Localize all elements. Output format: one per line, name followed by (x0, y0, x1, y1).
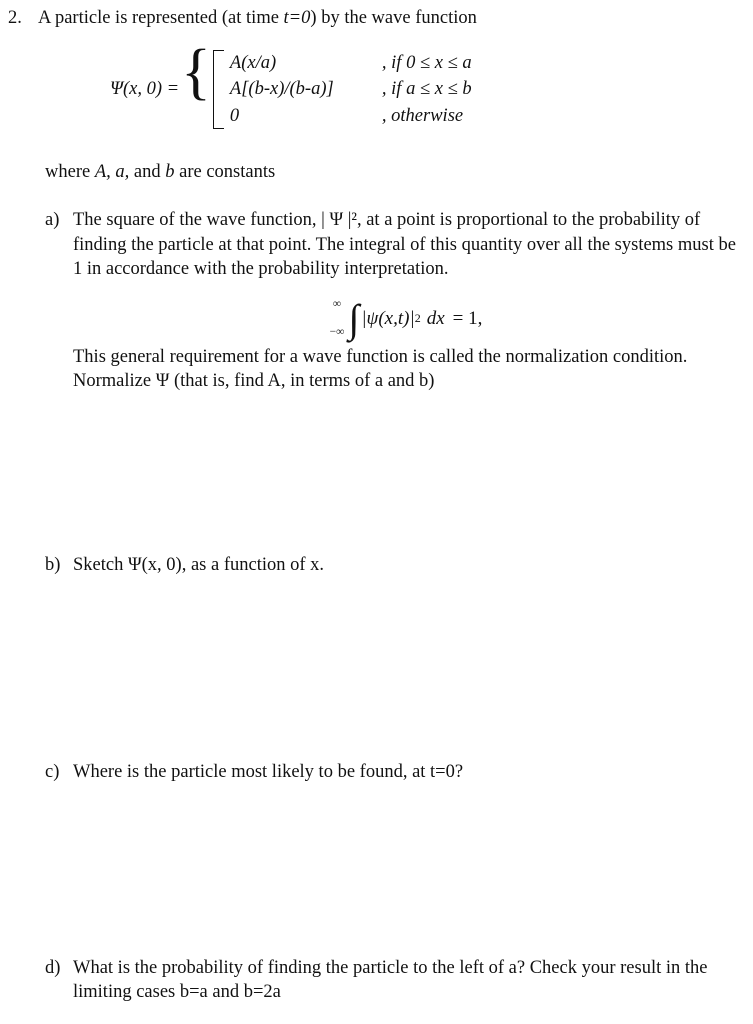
constants-note (45, 160, 725, 184)
stem-text-before: A particle is represented (at time (38, 8, 284, 28)
piecewise-case-row (230, 50, 472, 76)
constants-note-text: where A, a, and b are constants (45, 162, 276, 182)
case-condition: , otherwise (381, 105, 464, 126)
part-a-label: a) (45, 210, 60, 230)
integrand: |ψ(x,t)| (361, 308, 415, 330)
integrand-exponent: 2 (414, 310, 421, 325)
equation-equals: = 1, (452, 308, 483, 330)
case-condition: , if a ≤ x ≤ b (381, 79, 472, 100)
question-stem (8, 6, 728, 30)
case-condition: , if 0 ≤ x ≤ a (381, 53, 472, 73)
integral-upper-limit: ∞ (332, 297, 342, 310)
part-a-text-2: This general requirement for a wave function is called the normalization condition. Normalize Ψ (that is, find A, in terms of a and b) (73, 346, 688, 392)
part-d-label: d) (45, 958, 61, 978)
part-b-text: Sketch Ψ(x, 0), as a function of x. (73, 555, 325, 575)
case-expression: 0 (229, 105, 240, 126)
part-d-text: What is the probability of finding the particle to the left of a? Check your result in the limiting cases b=a and b=2a (73, 958, 708, 1003)
question-stem-text (38, 6, 728, 30)
part-d (45, 956, 745, 1005)
part-a-text-1: The square of the wave function, | Ψ |², at a point is proportional to the probability of finding the particle at that point. The integral of this quantity over all the systems must be 1 in accordance with the probability interpretation. (73, 210, 736, 280)
differential: dx (426, 308, 445, 330)
stem-text-after: ) by the wave function (310, 8, 477, 28)
piecewise-case-row (230, 103, 472, 129)
piecewise-function (110, 38, 670, 129)
case-expression: A(x/a) (229, 53, 277, 73)
wavefunction-lhs: Ψ(x, 0) = (110, 78, 180, 99)
part-c (45, 760, 745, 785)
integral-lower-limit: −∞ (329, 325, 345, 338)
stem-text-italic: t=0 (283, 8, 311, 28)
part-b-label: b) (45, 555, 61, 575)
case-expression: A[(b-x)/(b-a)] (229, 79, 334, 100)
integral-sign: ∫ (348, 295, 360, 341)
question-number: 2. (8, 8, 22, 28)
part-b (45, 553, 745, 578)
part-a (45, 208, 745, 394)
integral-limits (330, 299, 345, 339)
case-bracket (213, 50, 224, 129)
left-brace-glyph: { (181, 38, 211, 106)
piecewise-case-row (230, 76, 472, 102)
normalization-equation (73, 290, 745, 339)
part-c-label: c) (45, 762, 60, 782)
piecewise-cases (230, 50, 472, 129)
part-c-text: Where is the particle most likely to be found, at t=0? (73, 762, 464, 782)
part-a-body (73, 208, 745, 394)
